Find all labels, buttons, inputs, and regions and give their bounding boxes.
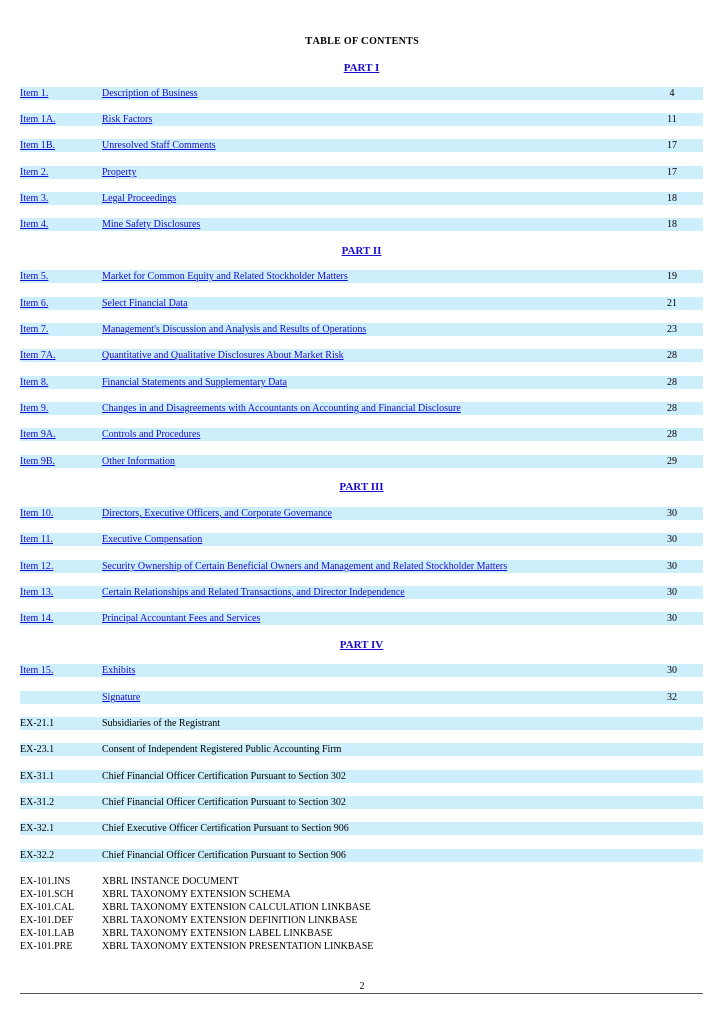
toc-page-number: 17 [667, 140, 677, 151]
exhibit-row [20, 822, 703, 835]
exhibit-row [20, 849, 703, 862]
xbrl-code: EX-101.CAL [20, 902, 75, 913]
exhibit-row [20, 770, 703, 783]
toc-item-link[interactable]: Item 1B. [20, 140, 55, 151]
toc-page-number: 28 [667, 429, 677, 440]
exhibit-desc: Chief Financial Officer Certification Pursuant to Section 302 [102, 771, 346, 782]
xbrl-code: EX-101.INS [20, 876, 71, 887]
part-heading[interactable]: PART IV [339, 639, 384, 651]
exhibit-desc: Consent of Independent Registered Public Accounting Firm [102, 744, 342, 755]
toc-row [20, 664, 703, 677]
toc-page-number: 28 [667, 403, 677, 414]
title-rest-1: ABLE OF [312, 36, 361, 47]
toc-row [20, 376, 703, 389]
toc-item-link[interactable]: Item 9. [20, 403, 49, 414]
toc-item-link[interactable]: Item 7. [20, 324, 49, 335]
toc-item-link[interactable]: Item 7A. [20, 350, 56, 361]
toc-row [20, 612, 703, 625]
xbrl-code: EX-101.DEF [20, 915, 74, 926]
exhibit-desc: Chief Financial Officer Certification Pursuant to Section 302 [102, 797, 346, 808]
toc-desc-link[interactable]: Financial Statements and Supplementary Data [102, 377, 287, 388]
toc-page-number: 30 [667, 508, 677, 519]
toc-desc-link[interactable]: Changes in and Disagreements with Accountants on Accounting and Financial Disclosure [102, 403, 461, 414]
toc-desc-link[interactable]: Directors, Executive Officers, and Corporate Governance [102, 508, 332, 519]
exhibit-code: EX-23.1 [20, 744, 55, 755]
toc-row [20, 507, 703, 520]
toc-item-link[interactable]: Item 13. [20, 587, 54, 598]
toc-item-link[interactable]: Item 10. [20, 508, 54, 519]
toc-item-link[interactable]: Item 9B. [20, 456, 55, 467]
toc-desc-link[interactable]: Legal Proceedings [102, 193, 177, 204]
toc-item-link[interactable]: Item 15. [20, 665, 54, 676]
toc-row [20, 691, 703, 704]
exhibit-code: EX-32.1 [20, 823, 55, 834]
title-cap-2: C [360, 35, 370, 47]
toc-page-number: 19 [667, 271, 677, 282]
exhibit-code: EX-21.1 [20, 718, 55, 729]
toc-row [20, 428, 703, 441]
toc-page-number: 30 [667, 534, 677, 545]
part-heading[interactable]: PART II [341, 245, 382, 257]
toc-item-link[interactable]: Item 11. [20, 534, 53, 545]
title-rest-2: ONTENTS [369, 36, 419, 47]
toc-row [20, 402, 703, 415]
footer-divider [20, 993, 703, 994]
toc-item-link[interactable]: Item 3. [20, 193, 49, 204]
exhibit-row [20, 796, 703, 809]
exhibit-desc: Subsidiaries of the Registrant [102, 718, 221, 729]
toc-row [20, 323, 703, 336]
toc-row [20, 218, 703, 231]
toc-desc-link[interactable]: Select Financial Data [102, 298, 188, 309]
toc-row [20, 349, 703, 362]
exhibit-code: EX-32.2 [20, 850, 55, 861]
xbrl-desc: XBRL TAXONOMY EXTENSION DEFINITION LINKBASE [102, 915, 358, 926]
exhibit-desc: Chief Executive Officer Certification Pursuant to Section 906 [102, 823, 349, 834]
toc-page-number: 17 [667, 167, 677, 178]
toc-page-number: 32 [667, 692, 677, 703]
toc-row [20, 139, 703, 152]
toc-desc-link[interactable]: Management's Discussion and Analysis and Results of Operations [102, 324, 367, 335]
toc-row [20, 455, 703, 468]
exhibit-row [20, 717, 703, 730]
toc-item-link[interactable]: Item 12. [20, 561, 54, 572]
toc-page-number: 23 [667, 324, 677, 335]
toc-page-number: 30 [667, 587, 677, 598]
toc-row [20, 560, 703, 573]
toc-item-link[interactable]: Item 6. [20, 298, 49, 309]
toc-row [20, 533, 703, 546]
toc-desc-link[interactable]: Security Ownership of Certain Beneficial Owners and Management and Related Stockholder Matters [102, 561, 508, 572]
toc-page-number: 28 [667, 350, 677, 361]
xbrl-desc: XBRL TAXONOMY EXTENSION PRESENTATION LINKBASE [102, 941, 374, 952]
toc-desc-link[interactable]: Property [102, 167, 137, 178]
toc-desc-link[interactable]: Unresolved Staff Comments [102, 140, 216, 151]
toc-item-link[interactable]: Item 1A. [20, 114, 56, 125]
toc-desc-link[interactable]: Executive Compensation [102, 534, 203, 545]
toc-page-number: 18 [667, 219, 677, 230]
toc-row [20, 87, 703, 100]
toc-page-number: 18 [667, 193, 677, 204]
part-heading[interactable]: PART I [343, 62, 380, 74]
toc-page-number: 28 [667, 377, 677, 388]
exhibit-row [20, 743, 703, 756]
toc-desc-link[interactable]: Controls and Procedures [102, 429, 201, 440]
toc-page-number: 4 [669, 88, 675, 99]
xbrl-code: EX-101.LAB [20, 928, 75, 939]
toc-page-number: 21 [667, 298, 677, 309]
page-number: 2 [359, 981, 365, 992]
toc-desc-link[interactable]: Mine Safety Disclosures [102, 219, 201, 230]
toc-row [20, 297, 703, 310]
toc-desc-link[interactable]: Market for Common Equity and Related Stockholder Matters [102, 271, 348, 282]
toc-desc-link[interactable]: Risk Factors [102, 114, 153, 125]
xbrl-desc: XBRL TAXONOMY EXTENSION CALCULATION LINKBASE [102, 902, 371, 913]
toc-desc-link[interactable]: Signature [102, 692, 141, 703]
toc-item-link[interactable]: Item 14. [20, 613, 54, 624]
exhibit-code: EX-31.2 [20, 797, 55, 808]
toc-desc-link[interactable]: Principal Accountant Fees and Services [102, 613, 261, 624]
toc-page-number: 29 [667, 456, 677, 467]
toc-item-link[interactable]: Item 2. [20, 167, 49, 178]
xbrl-desc: XBRL TAXONOMY EXTENSION SCHEMA [102, 889, 291, 900]
title-cap-1: T [305, 35, 313, 47]
toc-row [20, 113, 703, 126]
toc-item-link[interactable]: Item 1. [20, 88, 49, 99]
xbrl-code: EX-101.PRE [20, 941, 73, 952]
xbrl-code: EX-101.SCH [20, 889, 74, 900]
toc-desc-link[interactable]: Quantitative and Qualitative Disclosures About Market Risk [102, 350, 344, 361]
xbrl-desc: XBRL TAXONOMY EXTENSION LABEL LINKBASE [102, 928, 333, 939]
toc-row [20, 270, 703, 283]
toc-item-link[interactable]: Item 4. [20, 219, 49, 230]
toc-page-number: 30 [667, 665, 677, 676]
exhibit-code: EX-31.1 [20, 771, 55, 782]
toc-item-link[interactable]: Item 8. [20, 377, 49, 388]
toc-item-link[interactable]: Item 5. [20, 271, 49, 282]
toc-page-number: 30 [667, 561, 677, 572]
toc-desc-link[interactable]: Other Information [102, 456, 176, 467]
exhibit-desc: Chief Financial Officer Certification Pursuant to Section 906 [102, 850, 346, 861]
toc-desc-link[interactable]: Exhibits [102, 665, 136, 676]
toc-row [20, 192, 703, 205]
toc-row [20, 586, 703, 599]
toc-row [20, 166, 703, 179]
xbrl-desc: XBRL INSTANCE DOCUMENT [102, 876, 239, 887]
part-heading[interactable]: PART III [339, 481, 384, 493]
toc-page-number: 30 [667, 613, 677, 624]
toc-desc-link[interactable]: Description of Business [102, 88, 198, 99]
page-title [0, 35, 724, 47]
toc-page-number: 11 [667, 114, 677, 125]
toc-item-link[interactable]: Item 9A. [20, 429, 56, 440]
toc-desc-link[interactable]: Certain Relationships and Related Transactions, and Director Independence [102, 587, 405, 598]
